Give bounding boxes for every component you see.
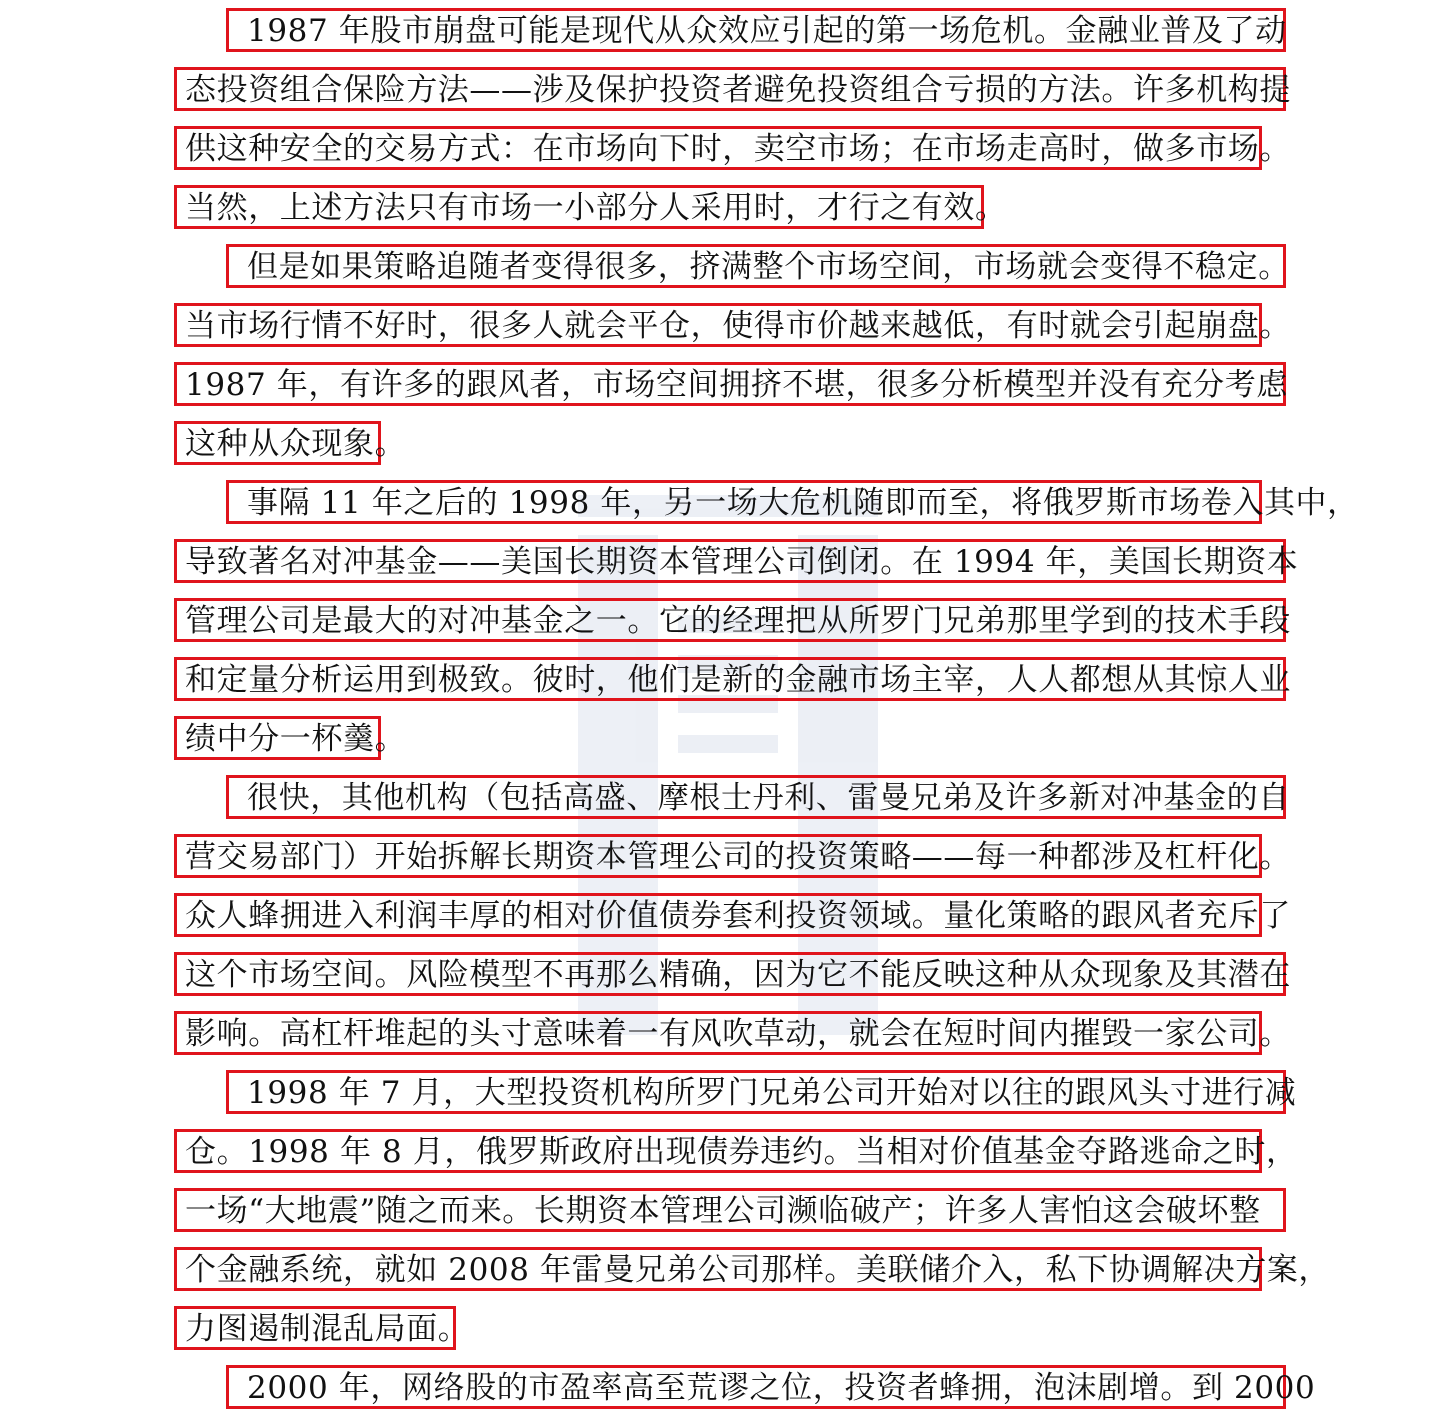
text-line: 营交易部门）开始拆解长期资本管理公司的投资策略——每一种都涉及杠杆化。 (174, 834, 1262, 878)
text-line: 众人蜂拥进入利润丰厚的相对价值债券套利投资领域。量化策略的跟风者充斥了 (174, 893, 1262, 937)
text-line: 这种从众现象。 (174, 421, 381, 465)
text-line: 力图遏制混乱局面。 (174, 1306, 456, 1350)
text-line: 1987 年，有许多的跟风者，市场空间拥挤不堪，很多分析模型并没有充分考虑 (174, 362, 1286, 406)
text-line: 仓。1998 年 8 月，俄罗斯政府出现债券违约。当相对价值基金夺路逃命之时， (174, 1129, 1262, 1173)
text-line: 一场“大地震”随之而来。长期资本管理公司濒临破产；许多人害怕这会破坏整 (174, 1188, 1286, 1232)
text-line: 1998 年 7 月，大型投资机构所罗门兄弟公司开始对以往的跟风头寸进行减 (226, 1070, 1286, 1114)
text-line: 当市场行情不好时，很多人就会平仓，使得市价越来越低，有时就会引起崩盘。 (174, 303, 1262, 347)
text-line: 和定量分析运用到极致。彼时，他们是新的金融市场主宰，人人都想从其惊人业 (174, 657, 1286, 701)
text-line: 1987 年股市崩盘可能是现代从众效应引起的第一场危机。金融业普及了动 (226, 8, 1286, 52)
text-line: 当然，上述方法只有市场一小部分人采用时，才行之有效。 (174, 185, 984, 229)
text-line: 管理公司是最大的对冲基金之一。它的经理把从所罗门兄弟那里学到的技术手段 (174, 598, 1286, 642)
text-line: 很快，其他机构（包括高盛、摩根士丹利、雷曼兄弟及许多新对冲基金的自 (226, 775, 1286, 819)
text-line: 导致著名对冲基金——美国长期资本管理公司倒闭。在 1994 年，美国长期资本 (174, 539, 1286, 583)
text-line: 供这种安全的交易方式：在市场向下时，卖空市场；在市场走高时，做多市场。 (174, 126, 1262, 170)
text-line: 事隔 11 年之后的 1998 年，另一场大危机随即而至，将俄罗斯市场卷入其中， (226, 480, 1262, 524)
text-line: 态投资组合保险方法——涉及保护投资者避免投资组合亏损的方法。许多机构提 (174, 67, 1286, 111)
text-line: 个金融系统，就如 2008 年雷曼兄弟公司那样。美联储介入，私下协调解决方案， (174, 1247, 1262, 1291)
text-line: 影响。高杠杆堆起的头寸意味着一有风吹草动，就会在短时间内摧毁一家公司。 (174, 1011, 1262, 1055)
text-line: 绩中分一杯羹。 (174, 716, 381, 760)
text-line: 这个市场空间。风险模型不再那么精确，因为它不能反映这种从众现象及其潜在 (174, 952, 1286, 996)
text-line: 但是如果策略追随者变得很多，挤满整个市场空间，市场就会变得不稳定。 (226, 244, 1286, 288)
text-line: 2000 年，网络股的市盈率高至荒谬之位，投资者蜂拥，泡沫剧增。到 2000 (226, 1365, 1286, 1409)
